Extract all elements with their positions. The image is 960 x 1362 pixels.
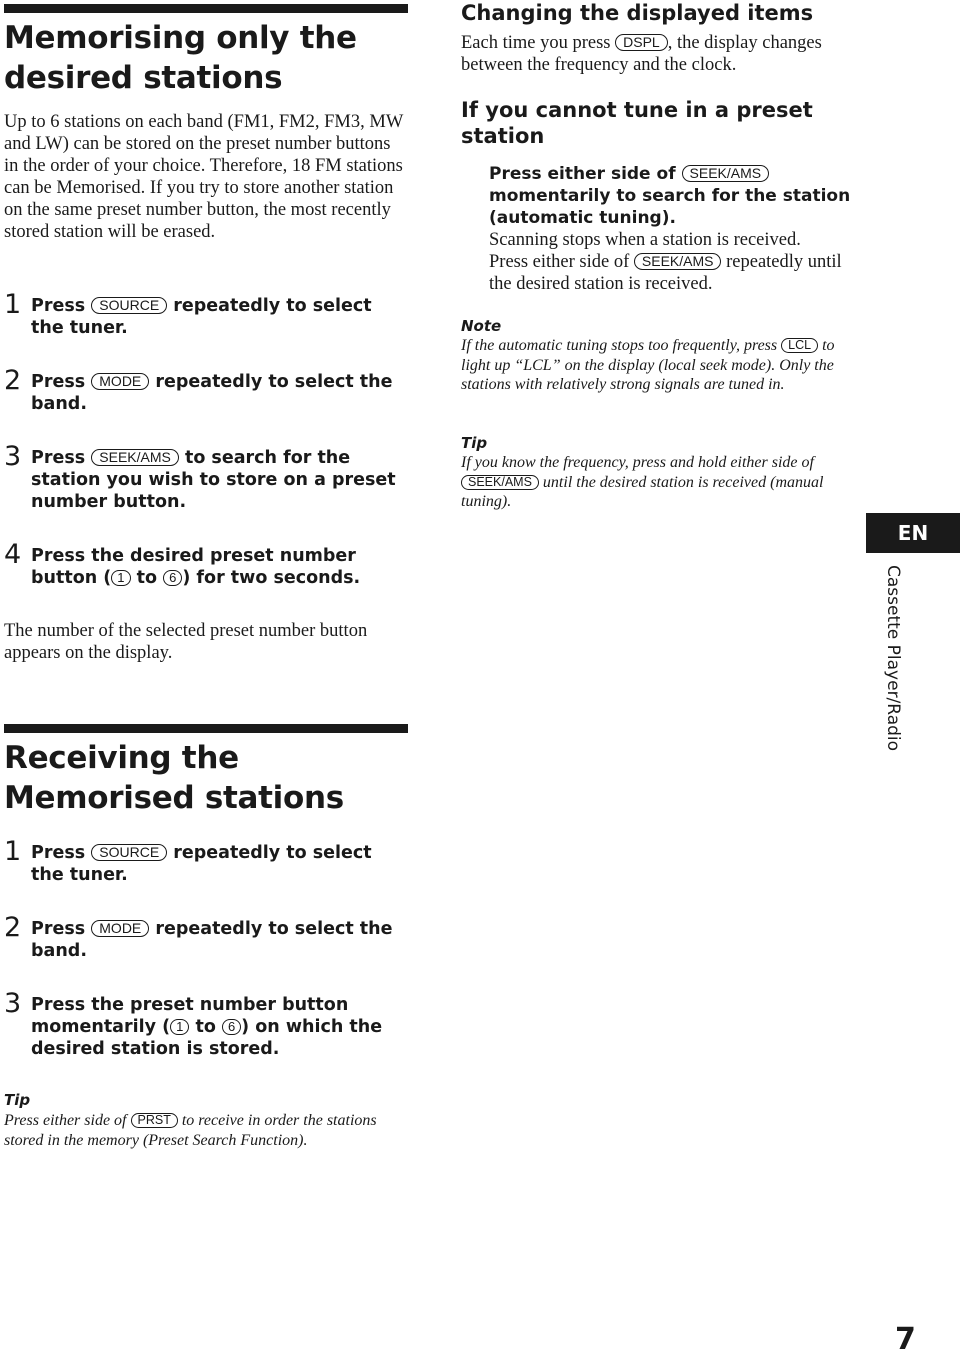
language-tab: EN [866, 513, 960, 553]
result-paragraph: The number of the selected preset number button appears on the display. [4, 621, 368, 663]
lcl-key-icon: LCL [781, 338, 818, 353]
tip-text: Press either side of PRST to receive in order the stations stored in the memory (Preset Search Function). [4, 1112, 377, 1149]
heading-changing-display: Changing the displayed items [461, 1, 814, 25]
seek-ams-key-icon: SEEK/AMS [91, 449, 179, 466]
step-text: Press SEEK/AMS to search for the station you wish to store on a preset number button. [31, 448, 396, 512]
preset-1-key-icon: 1 [111, 570, 130, 586]
tip-label: Tip [4, 1091, 31, 1109]
display-paragraph: Each time you press DSPL , the display changes between the frequency and the clock. [461, 33, 822, 75]
step-text: Press the preset number button momentarily ( 1 to 6 ) on which the desired station is stored. [31, 995, 383, 1059]
note-text: If the automatic tuning stops too frequently, press LCL to light up “LCL” on the display (local seek mode). Only the stations with relatively strong signals are tuned in. [461, 337, 835, 393]
step-text: Press MODE repeatedly to select the band. [31, 372, 393, 414]
step-text: Press SOURCE repeatedly to select the tuner. [31, 296, 372, 338]
dspl-key-icon: DSPL [615, 34, 668, 51]
seek-ams-key-icon: SEEK/AMS [461, 475, 539, 490]
step-2 [4, 365, 408, 417]
page-number: 7 [895, 1322, 916, 1357]
step-text: Press the desired preset number button ( 1 to 6 ) for two seconds. [31, 546, 361, 588]
step-number: 1 [4, 289, 22, 320]
preset-1-key-icon: 1 [170, 1019, 189, 1035]
step-number: 2 [4, 912, 22, 943]
heading-cannot-tune: If you cannot tune in a preset station [461, 98, 813, 148]
note-label: Note [461, 317, 502, 335]
preset-6-key-icon: 6 [222, 1019, 241, 1035]
mode-key-icon: MODE [91, 373, 149, 390]
step-number: 3 [4, 988, 22, 1019]
step-number: 1 [4, 836, 22, 867]
step-3 [4, 988, 408, 1064]
step-4 [4, 539, 408, 591]
step-text: Press SOURCE repeatedly to select the tuner. [31, 843, 372, 885]
mode-key-icon: MODE [91, 920, 149, 937]
step-1 [4, 836, 408, 888]
seek-ams-key-icon: SEEK/AMS [682, 165, 770, 182]
prst-key-icon: PRST [131, 1113, 178, 1128]
section-rule-top [4, 4, 408, 13]
preset-6-key-icon: 6 [163, 570, 182, 586]
step-2 [4, 912, 408, 964]
step-number: 2 [4, 365, 22, 396]
step-3 [4, 441, 408, 517]
section-side-label: Cassette Player/Radio [883, 565, 903, 752]
section-title-memorising: Memorising only the desired stations [4, 20, 357, 96]
step-number: 3 [4, 441, 22, 472]
source-key-icon: SOURCE [91, 297, 167, 314]
scanning-text: Scanning stops when a station is received. [489, 230, 801, 250]
repeat-text: Press either side of SEEK/AMS repeatedly until the desired station is received. [489, 252, 842, 294]
step-1 [4, 289, 408, 341]
section-rule-receiving [4, 724, 408, 733]
tip-text: If you know the frequency, press and hold either side of SEEK/AMS until the desired station is received (manual tuning). [461, 454, 824, 510]
step-number: 4 [4, 539, 22, 570]
intro-paragraph: Up to 6 stations on each band (FM1, FM2, FM3, MW and LW) can be stored on the preset number buttons in the order of your choice. Therefore, 18 FM stations can be Memorised. If you try to store another station on the same preset number button, the most recently stored station will be erased. [4, 112, 403, 242]
seek-instruction: Press either side of SEEK/AMS momentarily to search for the station (automatic tuning). [489, 164, 851, 228]
seek-ams-key-icon: SEEK/AMS [634, 253, 722, 270]
source-key-icon: SOURCE [91, 844, 167, 861]
tip-label: Tip [461, 434, 488, 452]
section-title-receiving: Receiving the Memorised stations [4, 740, 344, 816]
step-text: Press MODE repeatedly to select the band. [31, 919, 393, 961]
